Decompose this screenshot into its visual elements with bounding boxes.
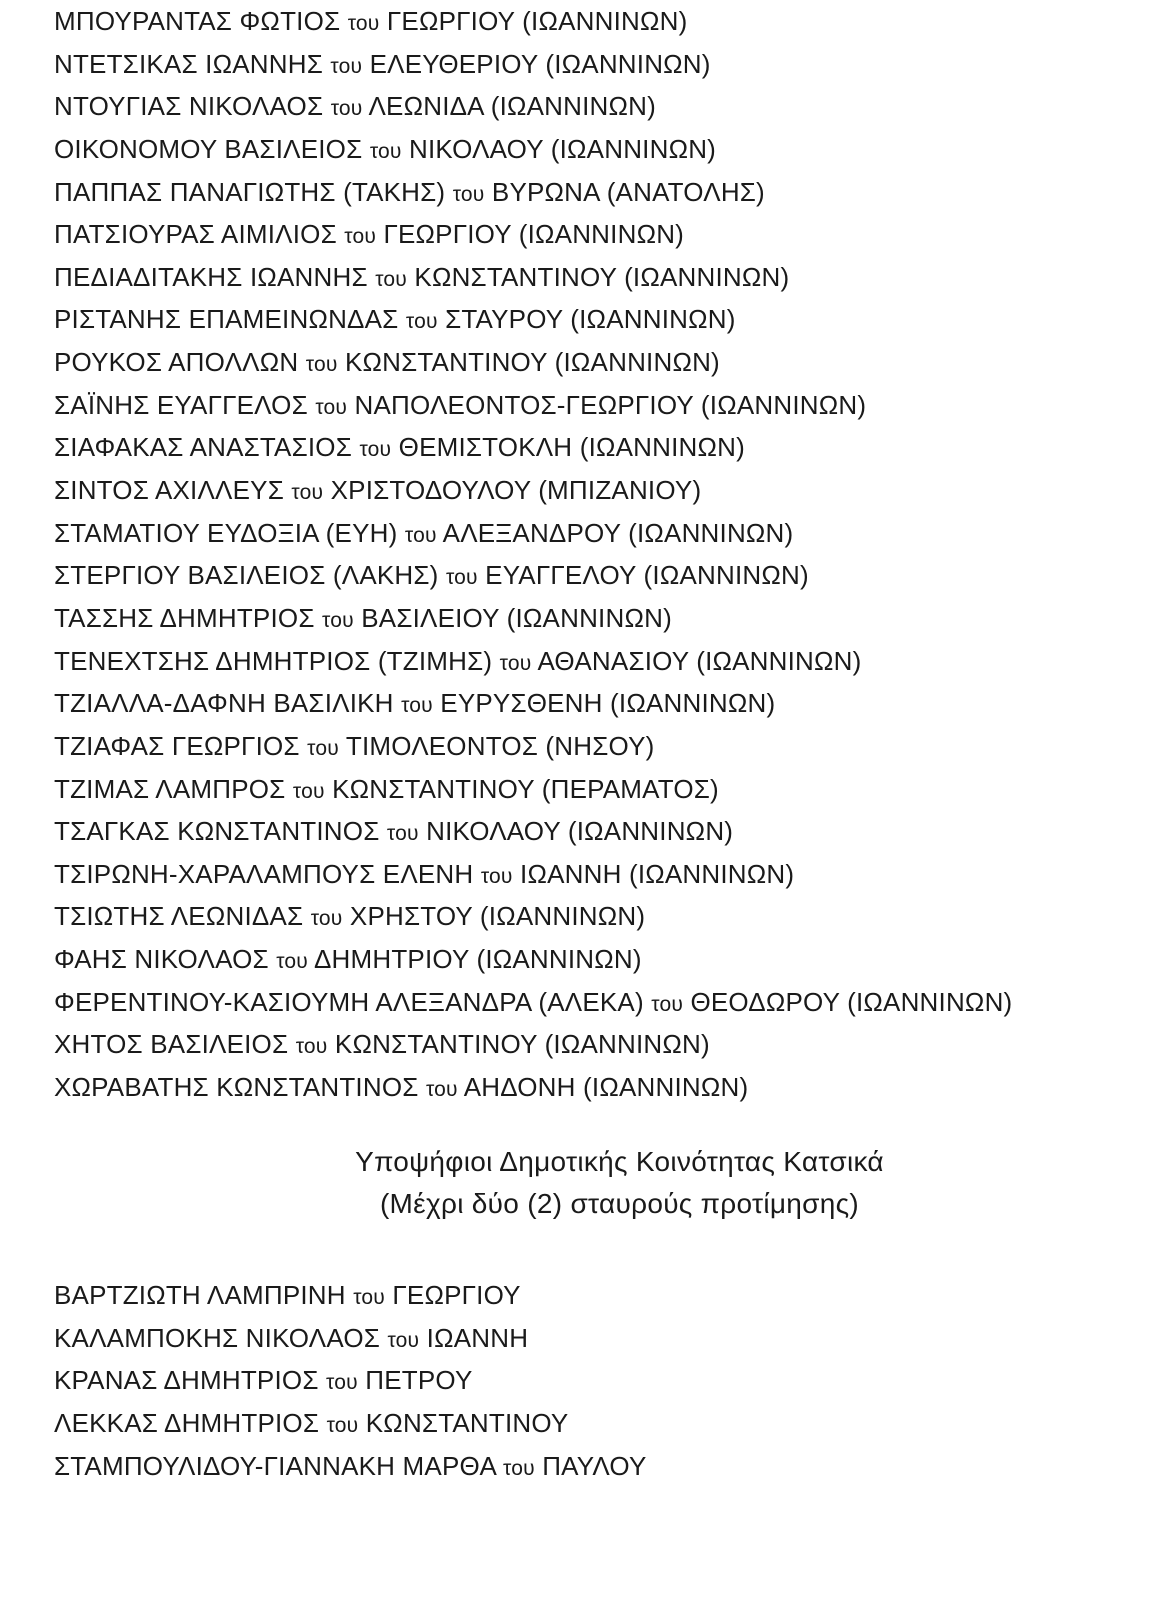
candidate-patronymic-origin: ΧΡΙΣΤΟΔΟΥΛΟΥ (ΜΠΙΖΑΝΙΟΥ): [330, 475, 702, 506]
candidate-name: ΤΖΙΑΛΛΑ-ΔΑΦΝΗ ΒΑΣΙΛΙΚΗ: [54, 688, 394, 719]
candidate-name: ΝΤΟΥΓΙΑΣ ΝΙΚΟΛΑΟΣ: [54, 91, 324, 122]
candidate-name: ΜΠΟΥΡΑΝΤΑΣ ΦΩΤΙΟΣ: [54, 6, 341, 36]
candidate-patronymic-origin: ΔΗΜΗΤΡΙΟΥ (ΙΩΑΝΝΙΝΩΝ): [313, 944, 642, 975]
candidate-name: ΦΕΡΕΝΤΙΝΟΥ-ΚΑΣΙΟΥΜΗ ΑΛΕΞΑΝΔΡΑ (ΑΛΕΚΑ): [54, 986, 644, 1017]
candidate-name: ΤΕΝΕΧΤΣΗΣ ΔΗΜΗΤΡΙΟΣ (ΤΖΙΜΗΣ): [54, 645, 493, 676]
patronymic-separator: του: [291, 481, 324, 505]
patronymic-separator: του: [305, 353, 338, 377]
patronymic-separator: του: [445, 566, 478, 590]
patronymic-separator: του: [651, 992, 684, 1016]
patronymic-separator: του: [375, 267, 407, 291]
patronymic-separator: του: [315, 395, 348, 419]
candidate-patronymic-origin: ΙΩΑΝΝΗ (ΙΩΑΝΝΙΝΩΝ): [520, 858, 795, 889]
candidate-entry: [54, 469, 1012, 512]
candidate-name: ΤΣΙΩΤΗΣ ΛΕΩΝΙΔΑΣ: [54, 901, 304, 932]
candidate-name: ΦΑΗΣ ΝΙΚΟΛΑΟΣ: [54, 944, 269, 975]
candidate-patronymic-origin: ΠΑΥΛΟΥ: [542, 1450, 647, 1481]
patronymic-separator: του: [322, 608, 354, 632]
candidate-entry: [54, 1066, 1012, 1109]
candidate-patronymic-origin: ΓΕΩΡΓΙΟΥ (ΙΩΑΝΝΙΝΩΝ): [386, 6, 688, 36]
candidate-patronymic-origin: ΕΥΑΓΓΕΛΟΥ (ΙΩΑΝΝΙΝΩΝ): [485, 560, 809, 591]
candidate-patronymic-origin: ΘΕΟΔΩΡΟΥ (ΙΩΑΝΝΙΝΩΝ): [690, 986, 1013, 1017]
candidate-name: ΤΣΙΡΩΝΗ-ΧΑΡΑΛΑΜΠΟΥΣ ΕΛΕΝΗ: [54, 858, 474, 889]
patronymic-separator: του: [292, 779, 325, 803]
patronymic-separator: του: [404, 523, 437, 547]
candidate-entry: [54, 640, 1012, 683]
candidate-patronymic-origin: ΑΘΑΝΑΣΙΟΥ (ΙΩΑΝΝΙΝΩΝ): [537, 645, 862, 676]
candidate-name: ΤΣΑΓΚΑΣ ΚΩΝΣΤΑΝΤΙΝΟΣ: [54, 816, 380, 847]
candidate-patronymic-origin: ΚΩΝΣΤΑΝΤΙΝΟΥ (ΙΩΑΝΝΙΝΩΝ): [334, 1029, 710, 1060]
candidate-entry: [54, 0, 1012, 43]
candidate-patronymic-origin: ΙΩΑΝΝΗ: [426, 1322, 529, 1353]
candidate-entry: [54, 853, 1012, 896]
patronymic-separator: του: [347, 12, 380, 35]
candidate-name: ΧΩΡΑΒΑΤΗΣ ΚΩΝΣΤΑΝΤΙΝΟΣ: [54, 1072, 419, 1103]
candidate-patronymic-origin: ΚΩΝΣΤΑΝΤΙΝΟΥ (ΙΩΑΝΝΙΝΩΝ): [344, 347, 720, 378]
patronymic-separator: του: [353, 1286, 385, 1309]
candidate-name: ΠΕΔΙΑΔΙΤΑΚΗΣ ΙΩΑΝΝΗΣ: [54, 261, 368, 292]
candidate-entry: [54, 1023, 1012, 1066]
candidate-entry: [54, 768, 1012, 811]
candidate-name: ΠΑΠΠΑΣ ΠΑΝΑΓΙΩΤΗΣ (ΤΑΚΗΣ): [54, 176, 446, 207]
candidate-patronymic-origin: ΝΑΠΟΛΕΟΝΤΟΣ-ΓΕΩΡΓΙΟΥ (ΙΩΑΝΝΙΝΩΝ): [354, 389, 867, 420]
candidate-name: ΣΤΑΜΑΤΙΟΥ ΕΥΔΟΞΙΑ (ΕΥΗ): [54, 517, 398, 548]
patronymic-separator: του: [326, 1413, 359, 1437]
patronymic-separator: του: [405, 310, 438, 334]
candidate-patronymic-origin: ΣΤΑΥΡΟΥ (ΙΩΑΝΝΙΝΩΝ): [445, 304, 736, 335]
candidate-entry: [54, 384, 1012, 427]
candidate-patronymic-origin: ΓΕΩΡΓΙΟΥ (ΙΩΑΝΝΙΝΩΝ): [383, 219, 685, 250]
patronymic-separator: του: [452, 182, 485, 206]
patronymic-separator: του: [276, 950, 308, 974]
candidate-entry: [54, 43, 1012, 86]
candidate-patronymic-origin: ΚΩΝΣΤΑΝΤΙΝΟΥ: [365, 1407, 569, 1438]
patronymic-separator: του: [310, 907, 343, 931]
patronymic-separator: του: [330, 54, 363, 78]
candidate-entry: [54, 256, 1012, 299]
candidate-name: ΡΟΥΚΟΣ ΑΠΟΛΛΩΝ: [54, 347, 299, 378]
candidate-name: ΣΑΪΝΗΣ ΕΥΑΓΓΕΛΟΣ: [54, 389, 308, 420]
candidate-name: ΣΤΑΜΠΟΥΛΙΔΟΥ-ΓΙΑΝΝΑΚΗ ΜΑΡΘΑ: [54, 1450, 496, 1481]
candidate-patronymic-origin: ΝΙΚΟΛΑΟΥ (ΙΩΑΝΝΙΝΩΝ): [426, 816, 734, 847]
candidate-entry: [54, 512, 1012, 555]
candidate-patronymic-origin: ΧΡΗΣΤΟΥ (ΙΩΑΝΝΙΝΩΝ): [349, 901, 646, 932]
patronymic-separator: του: [307, 736, 339, 760]
candidate-entry: [54, 171, 1012, 214]
candidate-entry: [54, 213, 1012, 256]
candidate-patronymic-origin: ΠΕΤΡΟΥ: [365, 1365, 473, 1396]
patronymic-separator: του: [369, 139, 402, 163]
candidate-entry: [54, 725, 1012, 768]
candidate-patronymic-origin: ΛΕΩΝΙΔΑ (ΙΩΑΝΝΙΝΩΝ): [368, 91, 656, 122]
candidate-list-main: [54, 0, 1012, 1109]
candidate-name: ΚΡΑΝΑΣ ΔΗΜΗΤΡΙΟΣ: [54, 1365, 319, 1396]
candidate-name: ΚΑΛΑΜΠΟΚΗΣ ΝΙΚΟΛΑΟΣ: [54, 1322, 381, 1353]
candidate-entry: [54, 1274, 647, 1317]
candidate-patronymic-origin: ΒΑΣΙΛΕΙΟΥ (ΙΩΑΝΝΙΝΩΝ): [361, 602, 672, 633]
candidate-name: ΛΕΚΚΑΣ ΔΗΜΗΤΡΙΟΣ: [54, 1407, 320, 1438]
candidate-entry: [54, 1359, 647, 1402]
patronymic-separator: του: [295, 1035, 328, 1059]
candidate-patronymic-origin: ΘΕΜΙΣΤΟΚΛΗ (ΙΩΑΝΝΙΝΩΝ): [398, 432, 745, 463]
candidate-entry: [54, 895, 1012, 938]
candidate-patronymic-origin: ΤΙΜΟΛΕΟΝΤΟΣ (ΝΗΣΟΥ): [345, 730, 655, 761]
candidate-name: ΟΙΚΟΝΟΜΟΥ ΒΑΣΙΛΕΙΟΣ: [54, 133, 363, 164]
patronymic-separator: του: [386, 822, 419, 846]
candidate-patronymic-origin: ΒΥΡΩΝΑ (ΑΝΑΤΟΛΗΣ): [491, 176, 765, 207]
candidate-entry: [54, 298, 1012, 341]
candidate-entry: [54, 426, 1012, 469]
candidate-entry: [54, 85, 1012, 128]
candidate-name: ΣΙΑΦΑΚΑΣ ΑΝΑΣΤΑΣΙΟΣ: [54, 432, 352, 463]
candidate-list-katsika: [54, 1274, 647, 1487]
patronymic-separator: του: [480, 864, 513, 888]
candidate-patronymic-origin: ΕΥΡΥΣΘΕΝΗ (ΙΩΑΝΝΙΝΩΝ): [440, 688, 776, 719]
patronymic-separator: του: [359, 438, 392, 462]
candidate-entry: [54, 554, 1012, 597]
candidate-entry: [54, 1317, 647, 1360]
candidate-entry: [54, 341, 1012, 384]
candidate-patronymic-origin: ΓΕΩΡΓΙΟΥ: [392, 1280, 521, 1310]
candidate-entry: [54, 682, 1012, 725]
patronymic-separator: του: [499, 651, 532, 675]
section-heading-title: Υποψήφιοι Δημοτικής Κοινότητας Κατσικά: [355, 1146, 884, 1177]
candidate-entry: [54, 938, 1012, 981]
candidate-name: ΣΤΕΡΓΙΟΥ ΒΑΣΙΛΕΙΟΣ (ΛΑΚΗΣ): [54, 560, 439, 591]
candidate-name: ΣΙΝΤΟΣ ΑΧΙΛΛΕΥΣ: [54, 475, 284, 506]
candidate-entry: [54, 597, 1012, 640]
section-heading-subtitle: (Μέχρι δύο (2) σταυρούς προτίμησης): [379, 1188, 860, 1219]
candidate-name: ΤΖΙΑΦΑΣ ΓΕΩΡΓΙΟΣ: [54, 730, 300, 761]
patronymic-separator: του: [387, 1328, 420, 1352]
candidate-entry: [54, 1445, 647, 1488]
candidate-name: ΤΖΙΜΑΣ ΛΑΜΠΡΟΣ: [54, 773, 286, 804]
patronymic-separator: του: [344, 225, 377, 249]
candidate-name: ΝΤΕΤΣΙΚΑΣ ΙΩΑΝΝΗΣ: [54, 48, 323, 79]
patronymic-separator: του: [425, 1078, 458, 1102]
candidate-name: ΤΑΣΣΗΣ ΔΗΜΗΤΡΙΟΣ: [54, 602, 315, 633]
candidate-patronymic-origin: ΑΛΕΞΑΝΔΡΟΥ (ΙΩΑΝΝΙΝΩΝ): [442, 517, 794, 548]
candidate-patronymic-origin: ΚΩΝΣΤΑΝΤΙΝΟΥ (ΙΩΑΝΝΙΝΩΝ): [414, 261, 790, 292]
candidate-patronymic-origin: ΕΛΕΥΘΕΡΙΟΥ (ΙΩΑΝΝΙΝΩΝ): [369, 48, 711, 79]
patronymic-separator: του: [401, 694, 433, 718]
candidate-entry: [54, 128, 1012, 171]
candidate-patronymic-origin: ΝΙΚΟΛΑΟΥ (ΙΩΑΝΝΙΝΩΝ): [409, 133, 717, 164]
candidate-name: ΧΗΤΟΣ ΒΑΣΙΛΕΙΟΣ: [54, 1029, 289, 1060]
candidate-name: ΒΑΡΤΖΙΩΤΗ ΛΑΜΠΡΙΝΗ: [54, 1280, 346, 1310]
patronymic-separator: του: [330, 97, 363, 121]
candidate-patronymic-origin: ΚΩΝΣΤΑΝΤΙΝΟΥ (ΠΕΡΑΜΑΤΟΣ): [332, 773, 719, 804]
candidate-entry: [54, 981, 1012, 1024]
candidate-name: ΡΙΣΤΑΝΗΣ ΕΠΑΜΕΙΝΩΝΔΑΣ: [54, 304, 399, 335]
patronymic-separator: του: [503, 1456, 535, 1480]
candidate-name: ΠΑΤΣΙΟΥΡΑΣ ΑΙΜΙΛΙΟΣ: [54, 219, 337, 250]
candidate-entry: [54, 1402, 647, 1445]
candidate-patronymic-origin: ΑΗΔΟΝΗ (ΙΩΑΝΝΙΝΩΝ): [463, 1072, 749, 1103]
candidate-entry: [54, 810, 1012, 853]
patronymic-separator: του: [326, 1371, 358, 1395]
